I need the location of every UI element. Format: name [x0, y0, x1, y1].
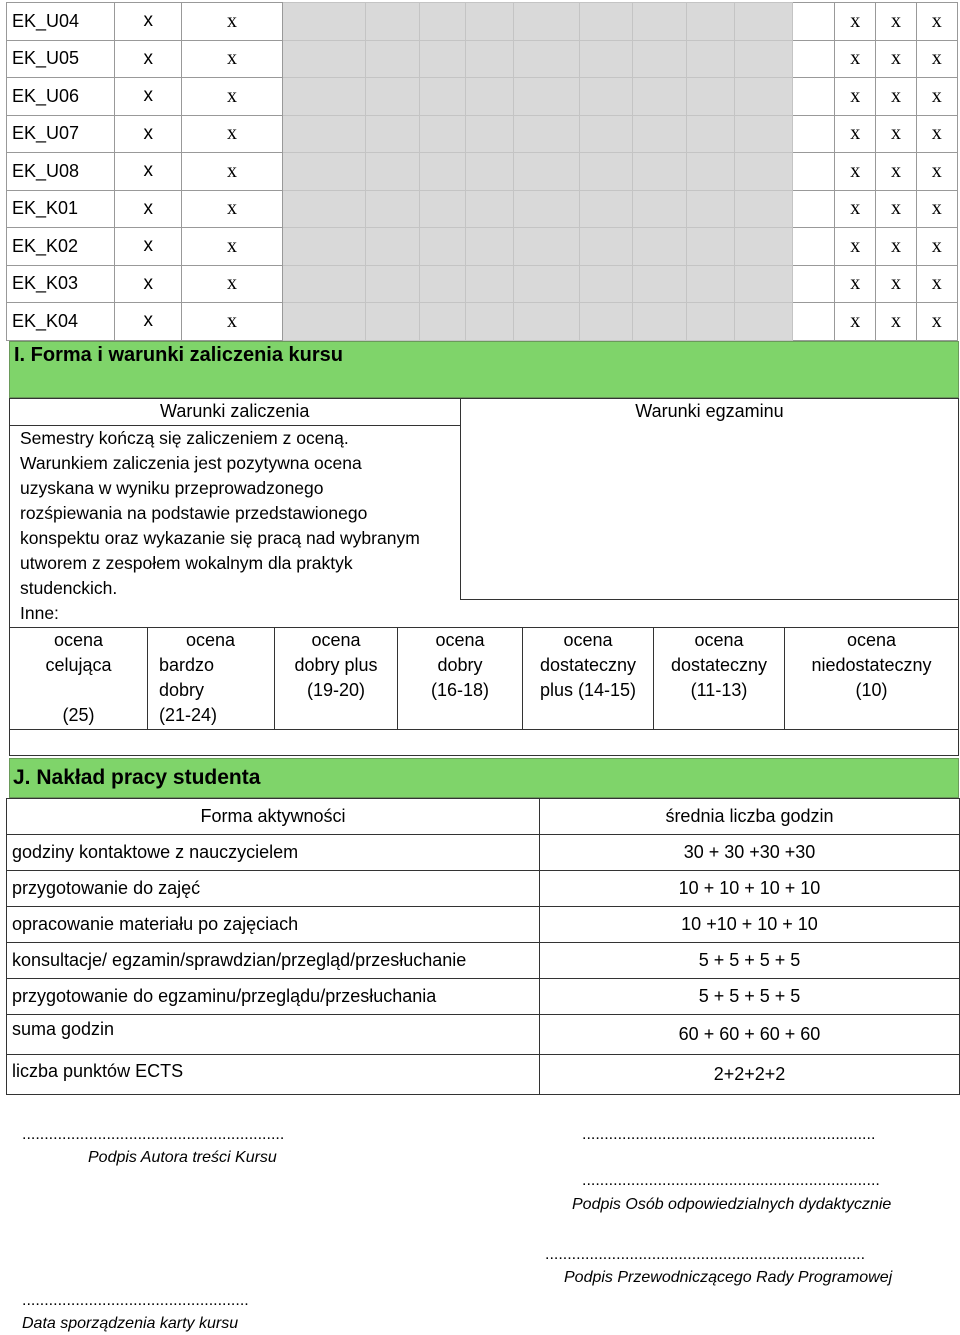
matrix-cell	[419, 153, 465, 191]
grades-bottom-line	[10, 729, 958, 730]
matrix-mark: x	[182, 78, 282, 116]
matrix-cell	[633, 228, 687, 266]
matrix-cell	[579, 3, 633, 41]
matrix-cell	[686, 228, 734, 266]
matrix-cell	[465, 3, 513, 41]
outcome-code: EK_U04	[7, 3, 115, 41]
matrix-cell	[366, 40, 420, 78]
matrix-cell	[734, 40, 792, 78]
matrix-cell	[465, 228, 513, 266]
col-hours-header: średnia liczba godzin	[540, 799, 960, 835]
matrix-cell	[419, 303, 465, 341]
table-row: suma godzin 60 + 60 + 60 + 60	[7, 1015, 960, 1055]
matrix-mark: x	[115, 228, 182, 266]
matrix-mark: x	[835, 115, 876, 153]
grade-dobry: ocena dobry (16-18)	[430, 630, 490, 700]
grade-niedostateczny: ocena niedostateczny (10)	[811, 630, 932, 700]
matrix-cell	[513, 190, 579, 228]
matrix-mark: x	[115, 78, 182, 116]
matrix-cell	[686, 78, 734, 116]
matrix-cell	[513, 228, 579, 266]
responsible-signature-line-2: ...................................................................	[582, 1172, 880, 1189]
chair-signature-line: ........................................................................	[545, 1246, 866, 1263]
matrix-mark: x	[182, 115, 282, 153]
grade-divider	[147, 627, 148, 729]
matrix-mark: x	[876, 153, 916, 191]
matrix-cell	[366, 153, 420, 191]
author-signature-line: ...........................................................	[22, 1126, 285, 1143]
matrix-cell	[579, 265, 633, 303]
table-row: konsultacje/ egzamin/sprawdzian/przegląd/przesłuchanie 5 + 5 + 5 + 5	[7, 943, 960, 979]
matrix-cell	[513, 303, 579, 341]
outcome-code: EK_U07	[7, 115, 115, 153]
matrix-mark: x	[916, 153, 957, 191]
matrix-cell	[282, 115, 366, 153]
matrix-cell	[686, 115, 734, 153]
matrix-mark: x	[835, 228, 876, 266]
matrix-mark: x	[876, 3, 916, 41]
matrix-mark: x	[835, 153, 876, 191]
responsible-signature-label: Podpis Osób odpowiedzialnych dydaktycznie	[572, 1196, 892, 1213]
matrix-cell	[282, 3, 366, 41]
matrix-mark: x	[916, 3, 957, 41]
matrix-mark: x	[115, 153, 182, 191]
matrix-row	[7, 3, 958, 41]
matrix-mark: x	[876, 115, 916, 153]
section-i-header: I. Forma i warunki zaliczenia kursu	[9, 341, 959, 398]
matrix-cell	[792, 115, 834, 153]
outcome-code: EK_U08	[7, 153, 115, 191]
matrix-cell	[465, 115, 513, 153]
exam-box-bottom	[460, 599, 958, 600]
matrix-cell	[734, 228, 792, 266]
matrix-cell	[513, 3, 579, 41]
matrix-cell	[465, 190, 513, 228]
matrix-cell	[633, 265, 687, 303]
matrix-mark: x	[182, 265, 282, 303]
matrix-cell	[792, 190, 834, 228]
matrix-cell	[282, 153, 366, 191]
matrix-cell	[419, 190, 465, 228]
matrix-cell	[419, 228, 465, 266]
matrix-cell	[792, 78, 834, 116]
matrix-cell	[734, 153, 792, 191]
matrix-cell	[633, 303, 687, 341]
responsible-signature-line-1: ..................................................................	[582, 1126, 876, 1143]
table-row: liczba punktów ECTS 2+2+2+2	[7, 1055, 960, 1095]
matrix-cell	[282, 40, 366, 78]
matrix-mark: x	[876, 228, 916, 266]
matrix-cell	[686, 40, 734, 78]
matrix-mark: x	[835, 265, 876, 303]
matrix-cell	[633, 190, 687, 228]
matrix-cell	[686, 153, 734, 191]
matrix-mark: x	[835, 190, 876, 228]
conditions-divider	[460, 398, 461, 599]
outcome-code: EK_U06	[7, 78, 115, 116]
matrix-mark: x	[182, 228, 282, 266]
matrix-mark: x	[115, 40, 182, 78]
matrix-mark: x	[115, 3, 182, 41]
matrix-cell	[419, 40, 465, 78]
matrix-cell	[465, 265, 513, 303]
outcome-code: EK_K04	[7, 303, 115, 341]
matrix-mark: x	[876, 303, 916, 341]
matrix-row	[7, 153, 958, 191]
matrix-cell	[734, 265, 792, 303]
matrix-cell	[734, 3, 792, 41]
matrix-cell	[792, 303, 834, 341]
date-label: Data sporządzenia karty kursu	[22, 1315, 239, 1332]
matrix-cell	[579, 153, 633, 191]
matrix-cell	[282, 190, 366, 228]
matrix-cell	[686, 190, 734, 228]
matrix-mark: x	[916, 228, 957, 266]
conditions-text: Semestry kończą się zaliczeniem z oceną. Warunkiem zaliczenia jest pozytywna ocena uzyskana w wyniku przeprowadzonego rozśpiewania na podstawie przedstawionego konspektu oraz wykazanie się pracą nad wybranym utworem z zespołem wokalnym dla praktyk studenckich. Inne:	[20, 426, 420, 626]
matrix-row	[7, 190, 958, 228]
col-activity-header: Forma aktywności	[7, 799, 540, 835]
matrix-mark: x	[835, 3, 876, 41]
outcome-code: EK_K02	[7, 228, 115, 266]
matrix-cell	[366, 190, 420, 228]
matrix-mark: x	[916, 265, 957, 303]
matrix-mark: x	[182, 40, 282, 78]
other-label: Inne:	[20, 603, 59, 623]
author-signature-label: Podpis Autora treści Kursu	[88, 1149, 277, 1166]
workload-table	[6, 798, 960, 1095]
table-row: godziny kontaktowe z nauczycielem 30 + 30 +30 +30	[7, 835, 960, 871]
matrix-cell	[513, 153, 579, 191]
matrix-mark: x	[835, 303, 876, 341]
matrix-mark: x	[115, 115, 182, 153]
conditions-header: Warunki zaliczenia	[160, 401, 310, 421]
table-row: przygotowanie do zajęć 10 + 10 + 10 + 10	[7, 871, 960, 907]
matrix-mark: x	[916, 115, 957, 153]
matrix-cell	[792, 40, 834, 78]
matrix-mark: x	[182, 3, 282, 41]
matrix-cell	[465, 303, 513, 341]
matrix-row	[7, 78, 958, 116]
matrix-cell	[734, 303, 792, 341]
matrix-cell	[513, 78, 579, 116]
grade-dobry-plus: ocena dobry plus (19-20)	[294, 630, 378, 700]
matrix-row	[7, 40, 958, 78]
grade-dostateczny-plus: ocena dostateczny plus (14-15)	[539, 630, 637, 700]
matrix-mark: x	[916, 190, 957, 228]
matrix-mark: x	[115, 265, 182, 303]
matrix-mark: x	[835, 78, 876, 116]
matrix-cell	[579, 40, 633, 78]
grade-celujaca: ocena celująca (25)	[45, 630, 112, 725]
matrix-cell	[513, 40, 579, 78]
matrix-cell	[792, 3, 834, 41]
date-line: ...................................................	[22, 1292, 249, 1309]
matrix-cell	[792, 265, 834, 303]
matrix-mark: x	[916, 40, 957, 78]
matrix-cell	[686, 303, 734, 341]
matrix-cell	[633, 153, 687, 191]
matrix-cell	[366, 265, 420, 303]
matrix-mark: x	[182, 153, 282, 191]
matrix-cell	[513, 265, 579, 303]
matrix-cell	[419, 115, 465, 153]
matrix-cell	[633, 3, 687, 41]
matrix-cell	[579, 78, 633, 116]
matrix-cell	[734, 78, 792, 116]
matrix-cell	[366, 303, 420, 341]
matrix-mark: x	[115, 303, 182, 341]
matrix-cell	[282, 78, 366, 116]
matrix-mark: x	[115, 190, 182, 228]
matrix-mark: x	[835, 40, 876, 78]
outcome-code: EK_U05	[7, 40, 115, 78]
table-row: opracowanie materiału po zajęciach 10 +10 + 10 + 10	[7, 907, 960, 943]
matrix-mark: x	[876, 190, 916, 228]
outcome-code: EK_K01	[7, 190, 115, 228]
matrix-cell	[579, 303, 633, 341]
matrix-row	[7, 228, 958, 266]
matrix-cell	[579, 190, 633, 228]
matrix-cell	[633, 40, 687, 78]
matrix-cell	[579, 228, 633, 266]
grade-bardzo-dobry: ocena bardzo dobry (21-24)	[159, 630, 236, 725]
matrix-mark: x	[876, 40, 916, 78]
matrix-cell	[734, 190, 792, 228]
matrix-cell	[419, 265, 465, 303]
matrix-cell	[282, 303, 366, 341]
matrix-cell	[366, 78, 420, 116]
matrix-cell	[465, 78, 513, 116]
exam-header: Warunki egzaminu	[635, 401, 784, 421]
matrix-row	[7, 265, 958, 303]
matrix-row	[7, 115, 958, 153]
matrix-cell	[513, 115, 579, 153]
matrix-cell	[366, 3, 420, 41]
matrix-cell	[734, 115, 792, 153]
matrix-cell	[366, 228, 420, 266]
matrix-cell	[686, 3, 734, 41]
matrix-cell	[633, 78, 687, 116]
matrix-cell	[419, 78, 465, 116]
matrix-cell	[686, 265, 734, 303]
chair-signature-label: Podpis Przewodniczącego Rady Programowej	[564, 1269, 893, 1286]
matrix-mark: x	[182, 303, 282, 341]
learning-outcomes-matrix	[6, 2, 958, 341]
matrix-cell	[465, 153, 513, 191]
matrix-cell	[792, 153, 834, 191]
matrix-mark: x	[182, 190, 282, 228]
matrix-cell	[633, 115, 687, 153]
matrix-cell	[366, 115, 420, 153]
matrix-mark: x	[916, 78, 957, 116]
matrix-mark: x	[876, 265, 916, 303]
matrix-cell	[419, 3, 465, 41]
matrix-cell	[579, 115, 633, 153]
matrix-cell	[282, 265, 366, 303]
section-j-header: J. Nakład pracy studenta	[9, 758, 959, 798]
matrix-cell	[282, 228, 366, 266]
matrix-row	[7, 303, 958, 341]
matrix-mark: x	[916, 303, 957, 341]
matrix-mark: x	[876, 78, 916, 116]
outcome-code: EK_K03	[7, 265, 115, 303]
matrix-cell	[465, 40, 513, 78]
matrix-cell	[792, 228, 834, 266]
grade-dostateczny: ocena dostateczny (11-13)	[670, 630, 768, 700]
table-row: przygotowanie do egzaminu/przeglądu/przesłuchania 5 + 5 + 5 + 5	[7, 979, 960, 1015]
